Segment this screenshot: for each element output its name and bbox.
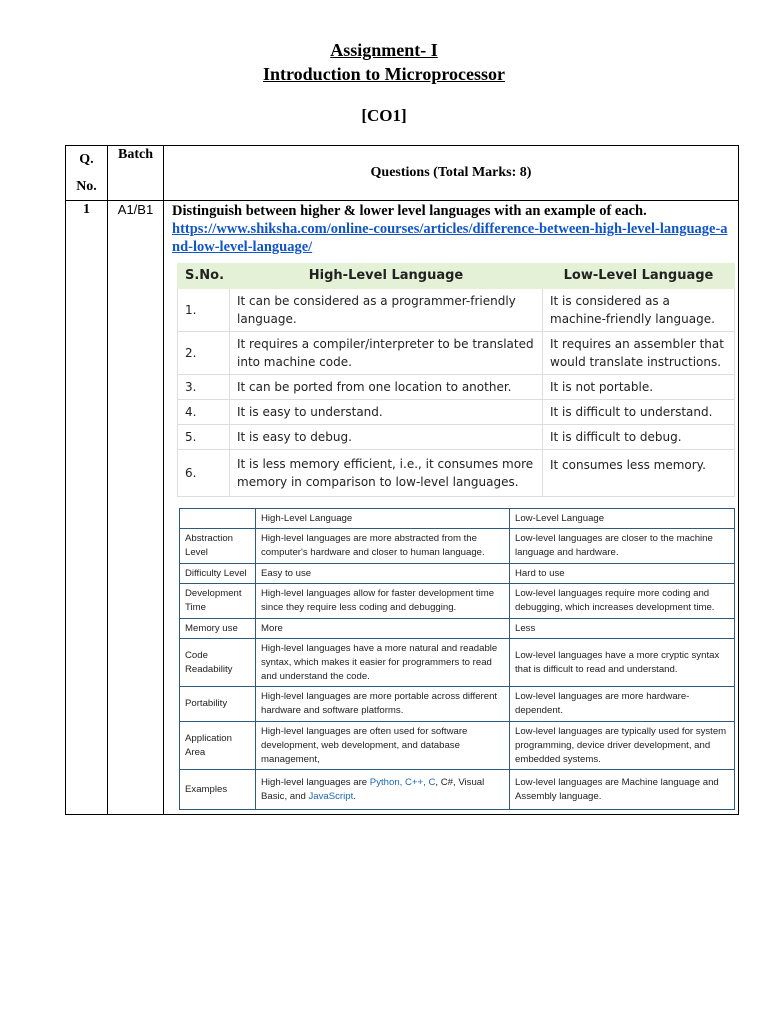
batch-header: Batch	[108, 146, 164, 201]
t2-aspect: Development Time	[180, 584, 256, 619]
comparison-table-2-header	[180, 509, 735, 529]
t1-low: It consumes less memory.	[543, 450, 735, 497]
t1-header-sno: S.No.	[178, 264, 230, 289]
t1-low: It is not portable.	[543, 375, 735, 400]
table-row	[180, 619, 735, 639]
t1-high: It requires a compiler/interpreter to be translated into machine code.	[230, 332, 543, 375]
question-batch: A1/B1	[108, 201, 164, 815]
t1-sno: 3.	[178, 375, 230, 400]
table-row	[178, 425, 735, 450]
examples-mid: , C#, Visual Basic, and	[261, 776, 485, 802]
table-row	[178, 400, 735, 425]
t2-low: Low-level languages have a more cryptic syntax that is difficult to read and understand.	[510, 639, 735, 687]
table-row	[180, 564, 735, 584]
t2-high: High-level languages allow for faster development time since they require less coding and debugging.	[256, 584, 510, 619]
t1-sno: 1.	[178, 289, 230, 332]
t2-high: High-level languages are more abstracted from the computer's hardware and closer to human language.	[256, 529, 510, 564]
t2-low: Less	[510, 619, 735, 639]
questions-header: Questions (Total Marks: 8)	[164, 146, 739, 201]
t1-high: It is easy to debug.	[230, 425, 543, 450]
t2-aspect: Difficulty Level	[180, 564, 256, 584]
t2-aspect: Examples	[180, 770, 256, 810]
table-row	[180, 722, 735, 770]
t2-header-low: Low-Level Language	[510, 509, 735, 529]
t2-aspect: Portability	[180, 687, 256, 722]
course-outcome: [CO1]	[361, 106, 407, 125]
qno-header	[66, 146, 108, 201]
t1-high: It can be ported from one location to another.	[230, 375, 543, 400]
t2-high: High-level languages have a more natural and readable syntax, which makes it easier for programmers to read and understand the code.	[256, 639, 510, 687]
t1-header-high: High-Level Language	[230, 264, 543, 289]
t2-low: Low-level languages are Machine language and Assembly language.	[510, 770, 735, 810]
reference-link[interactable]: https://www.shiksha.com/online-courses/articles/difference-between-high-level-language-and-low-level-language/	[172, 221, 728, 255]
t1-sno: 6.	[178, 450, 230, 497]
t2-header-high: High-Level Language	[256, 509, 510, 529]
t1-high: It can be considered as a programmer-friendly language.	[230, 289, 543, 332]
examples-langs-1: Python, C++, C	[369, 776, 436, 788]
t2-aspect: Code Readability	[180, 639, 256, 687]
qno-header-line2: No.	[76, 179, 97, 194]
t1-header-low: Low-Level Language	[543, 264, 735, 289]
examples-langs-2: JavaScript	[308, 790, 354, 802]
t1-low: It is difficult to understand.	[543, 400, 735, 425]
t2-high: High-level languages are more portable across different hardware and software platforms.	[256, 687, 510, 722]
examples-end: .	[353, 790, 356, 802]
t1-sno: 5.	[178, 425, 230, 450]
table-row	[178, 450, 735, 497]
assignment-header-row	[66, 146, 739, 201]
t2-aspect: Application Area	[180, 722, 256, 770]
comparison-table-1-header	[178, 264, 735, 289]
table-row	[178, 332, 735, 375]
t2-low: Low-level languages are typically used for system programming, device driver development, and embedded systems.	[510, 722, 735, 770]
table-row	[180, 687, 735, 722]
examples-prefix: High-level languages are	[261, 776, 370, 788]
t1-low: It is considered as a machine-friendly language.	[543, 289, 735, 332]
comparison-table-2	[179, 508, 735, 810]
table-row	[178, 375, 735, 400]
t2-low: Low-level languages are more hardware-dependent.	[510, 687, 735, 722]
table-row	[180, 770, 735, 810]
t1-high: It is less memory efficient, i.e., it consumes more memory in comparison to low-level languages.	[230, 450, 543, 497]
table-row	[180, 584, 735, 619]
t2-high: High-level languages are often used for software development, web development, and database management,	[256, 722, 510, 770]
t1-high: It is easy to understand.	[230, 400, 543, 425]
t2-high-examples	[256, 770, 510, 810]
table-row	[178, 289, 735, 332]
t1-low: It requires an assembler that would translate instructions.	[543, 332, 735, 375]
question-row	[66, 201, 739, 815]
subject-title: Introduction to Microprocessor	[263, 64, 505, 84]
question-number: 1	[66, 201, 108, 815]
t2-low: Low-level languages are closer to the machine language and hardware.	[510, 529, 735, 564]
t2-high: Easy to use	[256, 564, 510, 584]
t1-sno: 4.	[178, 400, 230, 425]
qno-header-line1: Q.	[79, 152, 94, 167]
t1-sno: 2.	[178, 332, 230, 375]
t1-low: It is difficult to debug.	[543, 425, 735, 450]
t2-aspect: Memory use	[180, 619, 256, 639]
comparison-table-1	[177, 263, 735, 497]
question-cell	[164, 201, 739, 815]
question-text: Distinguish between higher & lower level languages with an example of each.	[172, 203, 647, 219]
assignment-table	[65, 145, 739, 815]
table-row	[180, 529, 735, 564]
table-row	[180, 639, 735, 687]
t2-high: More	[256, 619, 510, 639]
t2-low: Hard to use	[510, 564, 735, 584]
t2-low: Low-level languages require more coding and debugging, which increases development time.	[510, 584, 735, 619]
t2-header-blank	[180, 509, 256, 529]
assignment-title: Assignment- I	[330, 40, 438, 60]
t2-aspect: Abstraction Level	[180, 529, 256, 564]
